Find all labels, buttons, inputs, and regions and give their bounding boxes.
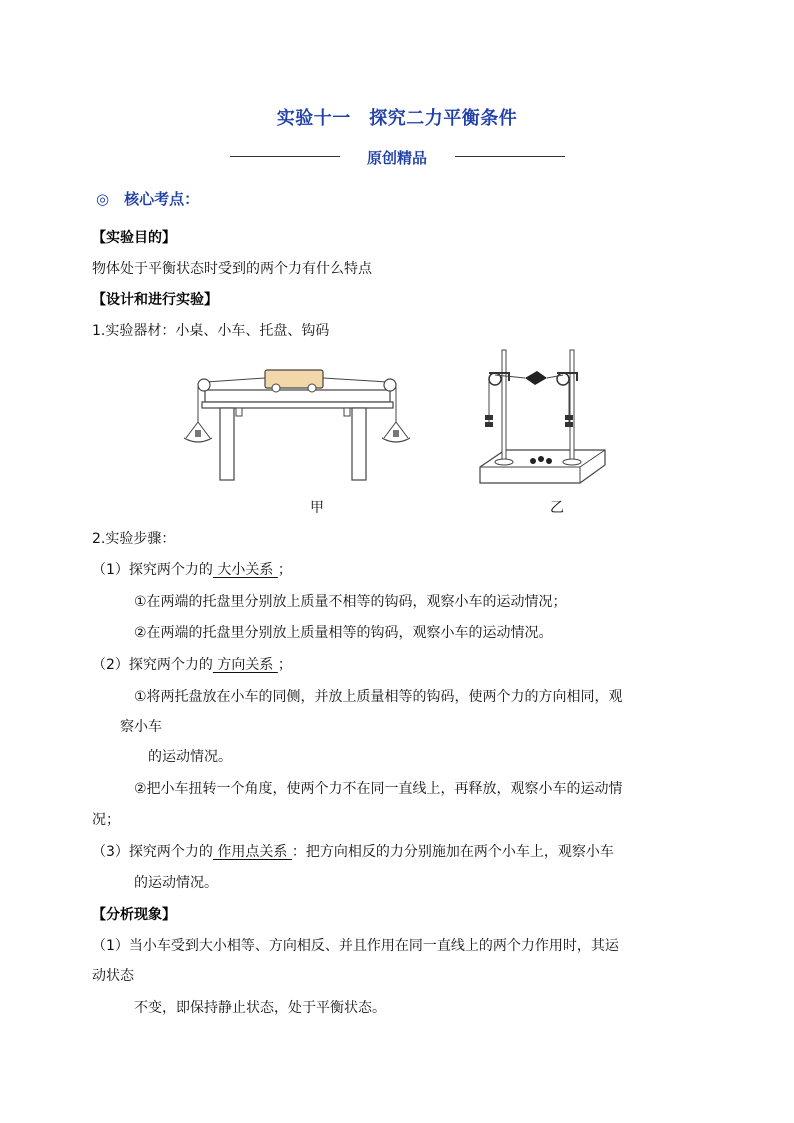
step-2-suffix: ；: [277, 657, 292, 673]
step-3-prefix: （3）探究两个力的: [92, 844, 213, 860]
figure-a-table-cart: [180, 360, 420, 485]
step-3-line2: 的运动情况。: [134, 875, 218, 891]
figure-b-label: 乙: [550, 500, 564, 516]
step-1: [92, 559, 292, 579]
core-points-heading: ◎ 核心考点：: [96, 190, 200, 208]
steps-heading: 2.实验步骤：: [92, 531, 176, 547]
subtitle: 原创精品: [366, 149, 427, 167]
analysis-1-line2: 动状态: [92, 968, 134, 984]
figure-a-label: 甲: [310, 500, 324, 516]
step-3-blank: 作用点关系: [212, 844, 292, 860]
analysis-heading: 【分析现象】: [92, 907, 176, 923]
step-2-blank: 方向关系: [212, 657, 278, 673]
design-heading: 【设计和进行实验】: [92, 292, 218, 308]
step-2: [92, 654, 292, 674]
step-1-prefix: （1）探究两个力的: [92, 562, 213, 578]
analysis-1-line1: （1）当小车受到大小相等、方向相反、并且作用在同一直线上的两个力作用时，其运: [92, 938, 619, 954]
step-2-b-line1: ②把小车扭转一个角度，使两个力不在同一直线上，再释放，观察小车的运动情: [134, 781, 623, 797]
purpose-heading: 【实验目的】: [92, 230, 176, 246]
step-2-b-line2: 况；: [92, 812, 120, 828]
step-1-a: ①在两端的托盘里分别放上质量不相等的钩码，观察小车的运动情况；: [134, 594, 567, 610]
step-1-b: ②在两端的托盘里分别放上质量相等的钩码，观察小车的运动情况。: [134, 625, 553, 641]
step-1-suffix: ；: [277, 562, 292, 578]
figure-b-stand-card: [475, 345, 610, 490]
page-title: 实验十一 探究二力平衡条件: [276, 108, 518, 129]
step-3-suffix: ：把方向相反的力分别施加在两个小车上，观察小车: [291, 844, 614, 860]
step-2-a-line1: ①将两托盘放在小车的同侧，并放上质量相等的钩码，使两个力的方向相同，观: [134, 689, 623, 705]
purpose-text: 物体处于平衡状态时受到的两个力有什么特点: [92, 261, 372, 277]
step-3: [92, 841, 614, 861]
analysis-1-line3: 不变，即保持静止状态，处于平衡状态。: [134, 1000, 386, 1016]
equipment-text: 1.实验器材：小桌、小车、托盘、钩码: [92, 323, 330, 339]
step-1-blank: 大小关系: [212, 562, 278, 578]
step-2-a-line2: 察小车: [120, 719, 162, 735]
step-2-prefix: （2）探究两个力的: [92, 657, 213, 673]
step-2-a-line3: 的运动情况。: [148, 749, 232, 765]
subtitle-rule-right: [455, 156, 565, 157]
